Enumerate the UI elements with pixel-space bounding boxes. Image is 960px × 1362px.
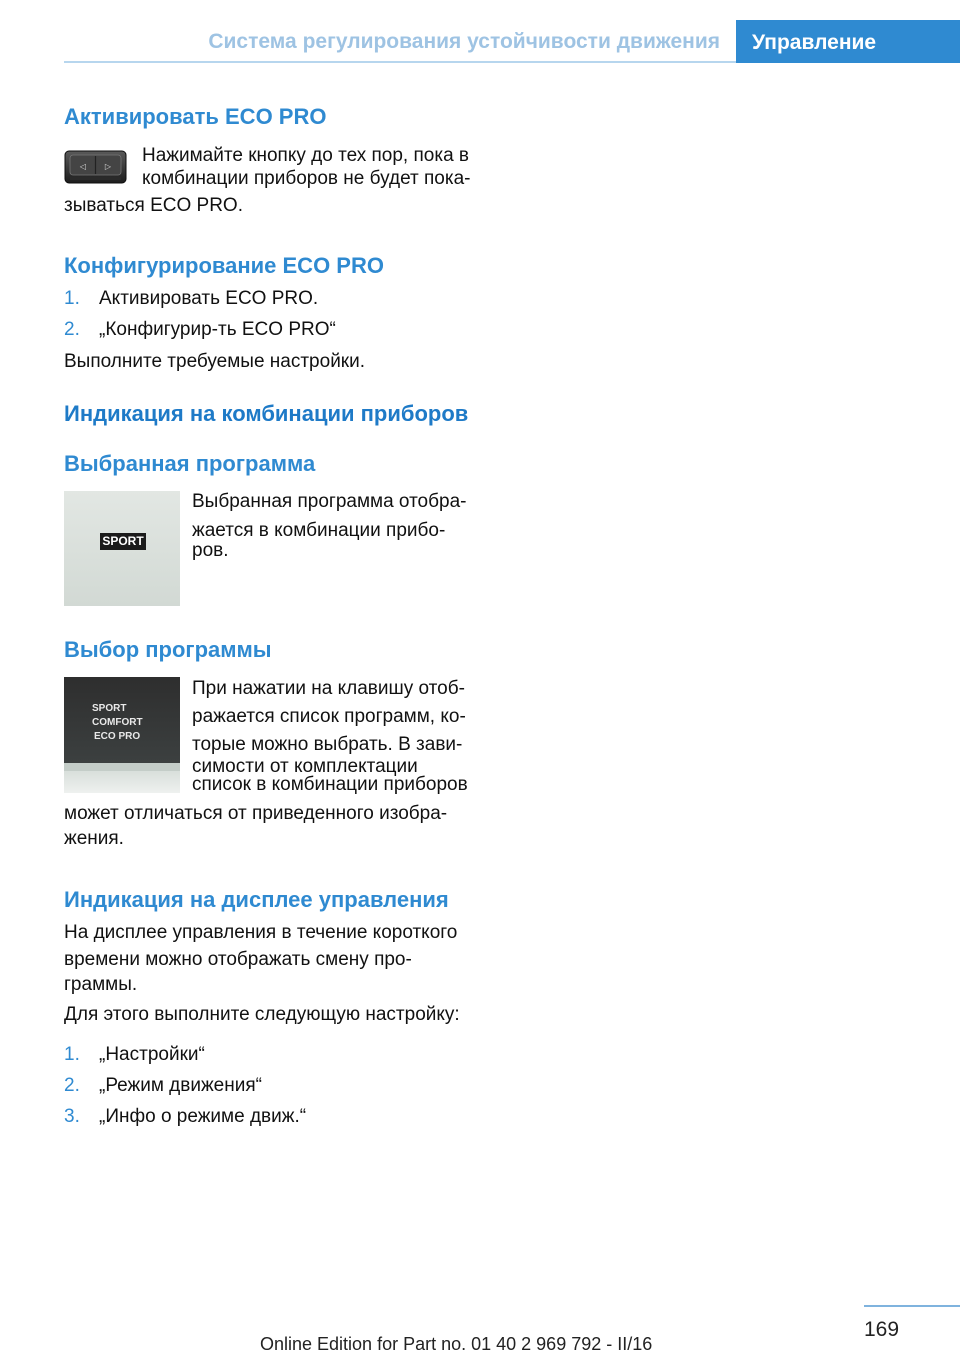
sport-badge: SPORT: [100, 533, 146, 550]
control-display-line2: времени можно отображать смену про-: [64, 949, 412, 970]
control-display-intro: Для этого выполните следующую настройку:: [64, 1004, 460, 1025]
chapter-tab: [736, 20, 960, 63]
heading-eco-pro-config: Конфигурирование ECO PRO: [64, 253, 384, 278]
list-item: [64, 1040, 205, 1069]
program-selection-line4: симости от комплектации: [192, 756, 418, 777]
page-number: 169: [864, 1318, 900, 1341]
list-item: [64, 1102, 306, 1131]
heading-selected-program: Выбранная программа: [64, 451, 316, 476]
program-selection-line5: список в комбинации приборов: [192, 774, 468, 795]
list-item-number: 2.: [64, 319, 80, 340]
list-item-text: „Инфо о режиме движ.“: [99, 1106, 307, 1127]
heading-instrument-display: Индикация на комбинации приборов: [64, 401, 469, 426]
list-item-number: 1.: [64, 1044, 80, 1065]
program-selection-line2: ражается список программ, ко-: [192, 706, 466, 727]
list-item-number: 3.: [64, 1106, 80, 1127]
program-list-bezel: [64, 763, 180, 771]
program-list-screen: [64, 677, 180, 763]
program-list-image: [64, 677, 180, 793]
program-selection-line3: торые можно выбрать. В зави-: [192, 734, 463, 755]
list-item-number: 1.: [64, 288, 80, 309]
list-item: [64, 1071, 262, 1100]
chapter-tab-label: Управление: [752, 31, 877, 54]
list-item-text: „Настройки“: [99, 1044, 205, 1065]
list-item-text: Активировать ECO PRO.: [99, 288, 319, 309]
svg-text:◁: ◁: [79, 162, 87, 171]
edition-footer: Online Edition for Part no. 01 40 2 969 792 - II/16: [260, 1334, 653, 1354]
list-item-text: „Конфигурир-ть ECO PRO“: [99, 319, 336, 340]
selected-program-line1: Выбранная программа отобра-: [192, 491, 467, 512]
heading-eco-pro-activate: Активировать ECO PRO: [64, 104, 327, 129]
eco-pro-activate-line2: комбинации приборов не будет пока-: [142, 168, 471, 189]
list-item-text: „Режим движения“: [99, 1075, 262, 1096]
heading-control-display: Индикация на дисплее управления: [64, 887, 449, 912]
eco-pro-activate-line3: зываться ECO PRO.: [64, 195, 243, 216]
program-selection-line1: При нажатии на клавишу отоб-: [192, 678, 465, 699]
list-item: [64, 284, 318, 313]
header-section-title: Система регулирования устойчивости движения: [208, 30, 720, 53]
eco-pro-activate-line1: Нажимайте кнопку до тех пор, пока в: [142, 145, 470, 166]
control-display-line1: На дисплее управления в течение короткого: [64, 922, 458, 943]
program-menu-item: ECO PRO: [94, 731, 141, 742]
footer-rule: [864, 1305, 960, 1307]
program-selection-line6: может отличаться от приведенного изобра-: [64, 803, 448, 824]
list-item: [64, 315, 336, 344]
selected-program-line2: жается в комбинации прибо-: [192, 520, 446, 541]
program-menu-item: SPORT: [92, 703, 127, 714]
program-selection-line7: жения.: [64, 828, 124, 849]
eco-pro-config-note: Выполните требуемые настройки.: [64, 351, 366, 372]
program-menu-item: COMFORT: [92, 717, 143, 728]
selected-program-line3: ров.: [192, 540, 229, 561]
svg-text:▷: ▷: [104, 162, 112, 171]
program-list-bezel-lower: [64, 771, 180, 793]
control-display-line3: граммы.: [64, 974, 138, 995]
heading-program-selection: Выбор программы: [64, 637, 272, 662]
driving-mode-button-icon: [64, 150, 127, 184]
list-item-number: 2.: [64, 1075, 80, 1096]
sport-display-image: [64, 491, 180, 606]
